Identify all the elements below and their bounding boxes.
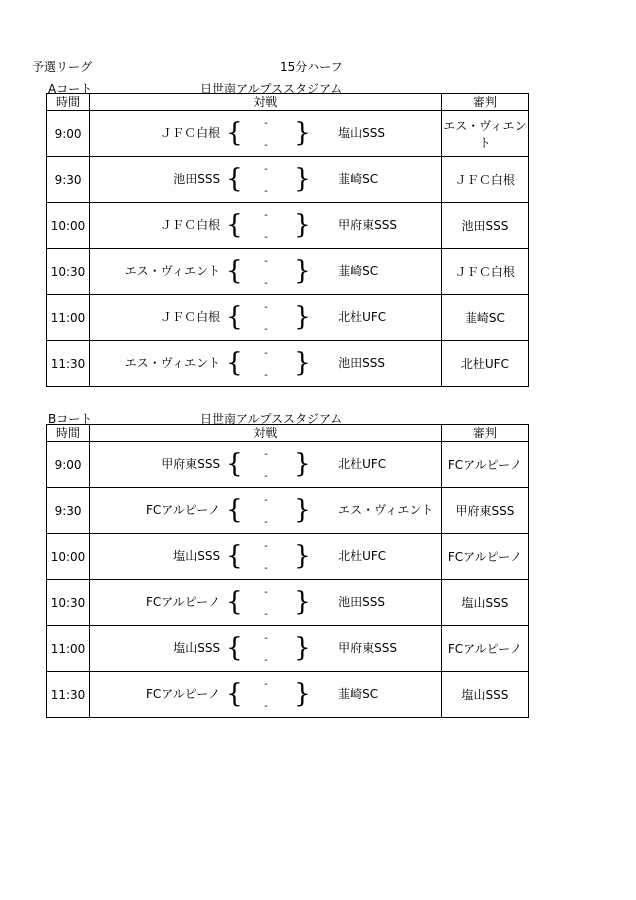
home-team: ＪＦＣ白根 bbox=[160, 126, 221, 140]
left-brace: { bbox=[226, 348, 243, 378]
match-row bbox=[47, 442, 529, 488]
match-pairing bbox=[90, 111, 441, 156]
left-brace: { bbox=[226, 449, 243, 479]
right-brace: } bbox=[294, 633, 311, 663]
match-referee: 甲府東SSS bbox=[441, 488, 528, 534]
away-team: 池田SSS bbox=[338, 356, 385, 370]
match-pairing bbox=[90, 488, 441, 533]
away-score-separator: - bbox=[264, 324, 268, 335]
home-team: 塩山SSS bbox=[173, 641, 221, 655]
match-pairing bbox=[90, 203, 441, 248]
match-time: 11:30 bbox=[47, 341, 90, 387]
home-score-separator: - bbox=[264, 256, 268, 267]
away-score-separator: - bbox=[264, 701, 268, 712]
away-team: 韮崎SC bbox=[338, 264, 379, 278]
match-time: 11:00 bbox=[47, 626, 90, 672]
right-brace: } bbox=[294, 449, 311, 479]
left-brace: { bbox=[226, 118, 243, 148]
left-brace: { bbox=[226, 302, 243, 332]
match-cell bbox=[90, 534, 442, 580]
match-time: 10:00 bbox=[47, 534, 90, 580]
match-time: 11:00 bbox=[47, 295, 90, 341]
away-team: 北杜UFC bbox=[338, 310, 387, 324]
home-score-separator: - bbox=[264, 210, 268, 221]
court-a-venue: 日世南アルプススタジアム bbox=[200, 82, 343, 96]
away-score-separator: - bbox=[264, 517, 268, 528]
half-format: 15分ハーフ bbox=[280, 60, 343, 74]
referee-column-header: 審判 bbox=[441, 94, 528, 111]
match-pairing bbox=[90, 580, 441, 625]
league-title: 予選リーグ bbox=[32, 60, 93, 74]
header-row bbox=[47, 425, 529, 442]
match-pairing bbox=[90, 249, 441, 294]
match-time: 10:30 bbox=[47, 580, 90, 626]
left-brace: { bbox=[226, 541, 243, 571]
match-time: 9:00 bbox=[47, 111, 90, 157]
match-row bbox=[47, 157, 529, 203]
right-brace: } bbox=[294, 118, 311, 148]
match-row bbox=[47, 672, 529, 718]
match-time: 11:30 bbox=[47, 672, 90, 718]
match-cell bbox=[90, 249, 442, 295]
match-referee: 池田SSS bbox=[441, 203, 528, 249]
left-brace: { bbox=[226, 256, 243, 286]
court-a-schedule-table bbox=[46, 93, 529, 387]
match-referee: 韮崎SC bbox=[441, 295, 528, 341]
court-b-label: Bコート bbox=[48, 412, 93, 426]
away-team: 池田SSS bbox=[338, 595, 385, 609]
match-row bbox=[47, 295, 529, 341]
right-brace: } bbox=[294, 302, 311, 332]
right-brace: } bbox=[294, 495, 311, 525]
right-brace: } bbox=[294, 164, 311, 194]
match-row bbox=[47, 341, 529, 387]
match-pairing bbox=[90, 442, 441, 487]
left-brace: { bbox=[226, 679, 243, 709]
match-row bbox=[47, 111, 529, 157]
court-b-schedule-table bbox=[46, 424, 529, 718]
right-brace: } bbox=[294, 210, 311, 240]
away-team: 甲府東SSS bbox=[338, 218, 397, 232]
match-cell bbox=[90, 672, 442, 718]
away-score-separator: - bbox=[264, 186, 268, 197]
match-row bbox=[47, 203, 529, 249]
match-row bbox=[47, 580, 529, 626]
match-referee: エス・ヴィエント bbox=[441, 111, 528, 157]
right-brace: } bbox=[294, 679, 311, 709]
match-referee: 北杜UFC bbox=[441, 341, 528, 387]
home-score-separator: - bbox=[264, 587, 268, 598]
match-pairing bbox=[90, 157, 441, 202]
away-score-separator: - bbox=[264, 370, 268, 381]
home-team: FCアルピーノ bbox=[145, 595, 221, 609]
away-team: 韮崎SC bbox=[338, 172, 379, 186]
away-score-separator: - bbox=[264, 563, 268, 574]
home-score-separator: - bbox=[264, 118, 268, 129]
match-column-header: 対戦 bbox=[90, 425, 442, 442]
header-row bbox=[47, 94, 529, 111]
away-score-separator: - bbox=[264, 232, 268, 243]
home-team: 塩山SSS bbox=[173, 549, 221, 563]
left-brace: { bbox=[226, 210, 243, 240]
home-team: エス・ヴィエント bbox=[124, 264, 221, 278]
right-brace: } bbox=[294, 348, 311, 378]
home-team: エス・ヴィエント bbox=[124, 356, 221, 370]
home-team: 甲府東SSS bbox=[161, 457, 221, 471]
match-referee: 塩山SSS bbox=[441, 672, 528, 718]
match-referee: ＪＦＣ白根 bbox=[441, 249, 528, 295]
left-brace: { bbox=[226, 164, 243, 194]
match-time: 9:30 bbox=[47, 157, 90, 203]
away-team: 韮崎SC bbox=[338, 687, 379, 701]
home-score-separator: - bbox=[264, 495, 268, 506]
away-team: 北杜UFC bbox=[338, 457, 387, 471]
match-cell bbox=[90, 157, 442, 203]
home-score-separator: - bbox=[264, 302, 268, 313]
match-time: 10:00 bbox=[47, 203, 90, 249]
match-column-header: 対戦 bbox=[90, 94, 442, 111]
home-team: ＪＦＣ白根 bbox=[160, 310, 221, 324]
match-cell bbox=[90, 488, 442, 534]
left-brace: { bbox=[226, 587, 243, 617]
left-brace: { bbox=[226, 633, 243, 663]
away-score-separator: - bbox=[264, 609, 268, 620]
right-brace: } bbox=[294, 256, 311, 286]
match-cell bbox=[90, 111, 442, 157]
match-pairing bbox=[90, 534, 441, 579]
match-cell bbox=[90, 295, 442, 341]
home-team: FCアルピーノ bbox=[145, 503, 221, 517]
match-pairing bbox=[90, 626, 441, 671]
match-time: 10:30 bbox=[47, 249, 90, 295]
match-row bbox=[47, 626, 529, 672]
away-score-separator: - bbox=[264, 140, 268, 151]
left-brace: { bbox=[226, 495, 243, 525]
match-cell bbox=[90, 626, 442, 672]
home-team: 池田SSS bbox=[173, 172, 221, 186]
match-row bbox=[47, 534, 529, 580]
home-score-separator: - bbox=[264, 633, 268, 644]
home-score-separator: - bbox=[264, 348, 268, 359]
time-column-header: 時間 bbox=[47, 94, 90, 111]
home-score-separator: - bbox=[264, 449, 268, 460]
away-score-separator: - bbox=[264, 471, 268, 482]
home-score-separator: - bbox=[264, 541, 268, 552]
away-team: 甲府東SSS bbox=[338, 641, 397, 655]
away-score-separator: - bbox=[264, 278, 268, 289]
home-score-separator: - bbox=[264, 679, 268, 690]
match-cell bbox=[90, 442, 442, 488]
away-score-separator: - bbox=[264, 655, 268, 666]
match-row bbox=[47, 249, 529, 295]
match-time: 9:30 bbox=[47, 488, 90, 534]
match-time: 9:00 bbox=[47, 442, 90, 488]
match-referee: ＪＦＣ白根 bbox=[441, 157, 528, 203]
away-team: エス・ヴィエント bbox=[338, 503, 434, 517]
match-cell bbox=[90, 203, 442, 249]
right-brace: } bbox=[294, 541, 311, 571]
match-pairing bbox=[90, 672, 441, 717]
court-b-venue: 日世南アルプススタジアム bbox=[200, 412, 343, 426]
match-referee: 塩山SSS bbox=[441, 580, 528, 626]
away-team: 塩山SSS bbox=[338, 126, 385, 140]
match-cell bbox=[90, 341, 442, 387]
match-referee: FCアルピーノ bbox=[441, 442, 528, 488]
match-referee: FCアルピーノ bbox=[441, 534, 528, 580]
time-column-header: 時間 bbox=[47, 425, 90, 442]
court-a-label: Aコート bbox=[48, 82, 93, 96]
home-team: ＪＦＣ白根 bbox=[160, 218, 221, 232]
match-pairing bbox=[90, 341, 441, 386]
match-row bbox=[47, 488, 529, 534]
match-referee: FCアルピーノ bbox=[441, 626, 528, 672]
right-brace: } bbox=[294, 587, 311, 617]
match-cell bbox=[90, 580, 442, 626]
match-pairing bbox=[90, 295, 441, 340]
home-team: FCアルピーノ bbox=[145, 687, 221, 701]
referee-column-header: 審判 bbox=[441, 425, 528, 442]
away-team: 北杜UFC bbox=[338, 549, 387, 563]
home-score-separator: - bbox=[264, 164, 268, 175]
